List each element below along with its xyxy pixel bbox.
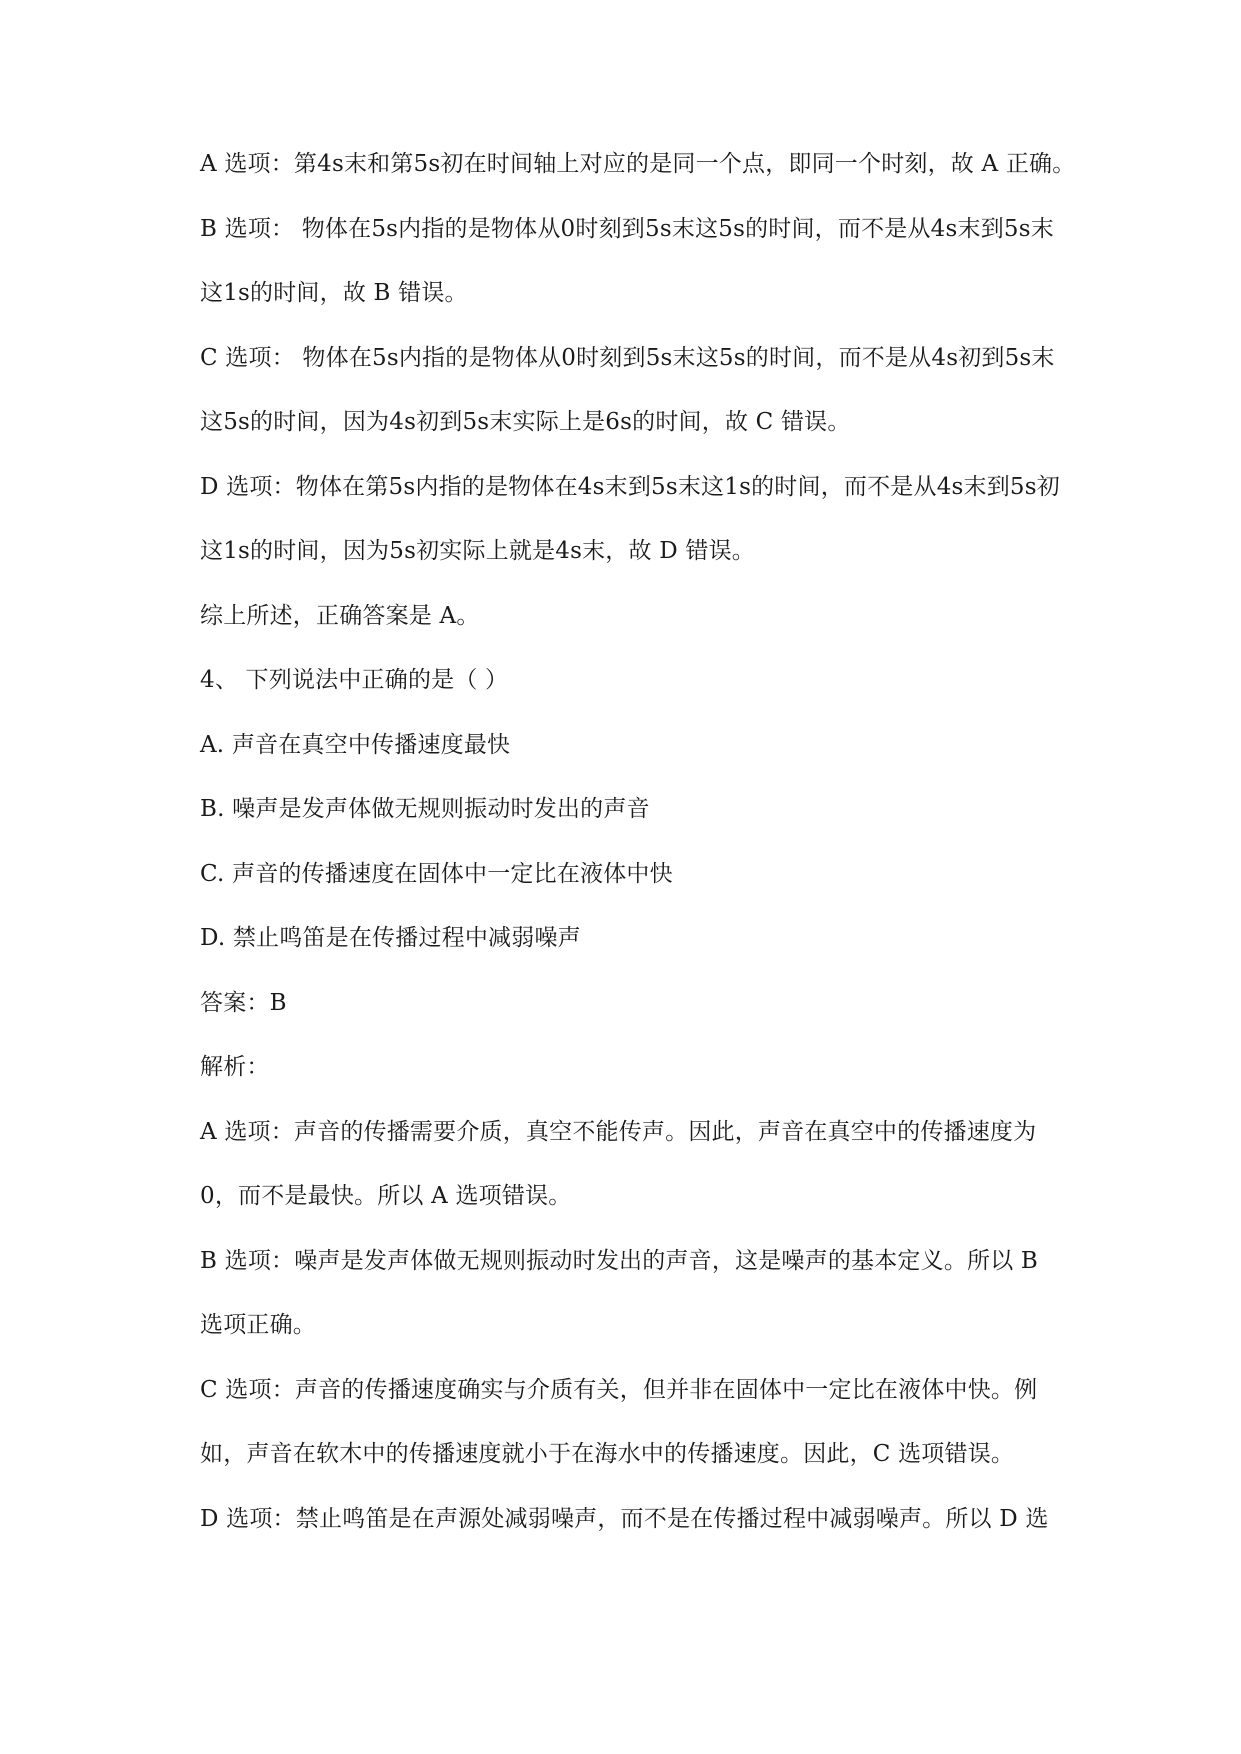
document-body [200, 150, 1090, 1569]
option-c-explanation-cont: 这5s的时间，因为4s初到5s末实际上是6s的时间，故 C 错误。 [200, 409, 851, 435]
question-4-answer: 答案：B [200, 989, 287, 1016]
analysis-option-c: C 选项：声音的传播速度确实与介质有关，但并非在固体中一定比在液体中快。例 [200, 1376, 1038, 1403]
analysis-option-c-cont: 如，声音在软木中的传播速度就小于在海水中的传播速度。因此，C 选项错误。 [200, 1441, 1015, 1467]
analysis-option-d: D 选项：禁止鸣笛是在声源处减弱噪声，而不是在传播过程中减弱噪声。所以 D 选 [200, 1505, 1049, 1532]
option-a-explanation: A 选项：第4s末和第5s初在时间轴上对应的是同一个点，即同一个时刻，故 A 正确。 [200, 151, 1076, 177]
question-4-option-c: C. 声音的传播速度在固体中一定比在液体中快 [200, 860, 673, 887]
question-4-option-b: B. 噪声是发声体做无规则振动时发出的声音 [200, 796, 650, 822]
analysis-option-b-cont: 选项正确。 [200, 1312, 316, 1338]
question-4-option-a: A. 声音在真空中传播速度最快 [200, 731, 511, 758]
summary-answer: 综上所述，正确答案是 A。 [200, 602, 480, 629]
option-b-explanation: B 选项： 物体在5s内指的是物体从0时刻到5s末这5s的时间，而不是从4s末到5s末 [200, 215, 1054, 242]
analysis-option-a-cont: 0，而不是最快。所以 A 选项错误。 [200, 1183, 572, 1209]
question-4-stem: 4、 下列说法中正确的是（ ） [200, 667, 509, 693]
analysis-option-a: A 选项：声音的传播需要介质，真空不能传声。因此，声音在真空中的传播速度为 [200, 1118, 1037, 1145]
option-d-explanation: D 选项：物体在第5s内指的是物体在4s末到5s末这1s的时间，而不是从4s末到5s初 [200, 473, 1060, 500]
option-d-explanation-cont: 这1s的时间，因为5s初实际上就是4s末，故 D 错误。 [200, 538, 755, 564]
analysis-heading: 解析： [200, 1054, 270, 1080]
option-c-explanation: C 选项： 物体在5s内指的是物体从0时刻到5s末这5s的时间，而不是从4s初到5s末 [200, 344, 1055, 371]
analysis-option-b: B 选项：噪声是发声体做无规则振动时发出的声音，这是噪声的基本定义。所以 B [200, 1247, 1039, 1274]
option-b-explanation-cont: 这1s的时间，故 B 错误。 [200, 280, 468, 306]
question-4-option-d: D. 禁止鸣笛是在传播过程中减弱噪声 [200, 925, 581, 951]
